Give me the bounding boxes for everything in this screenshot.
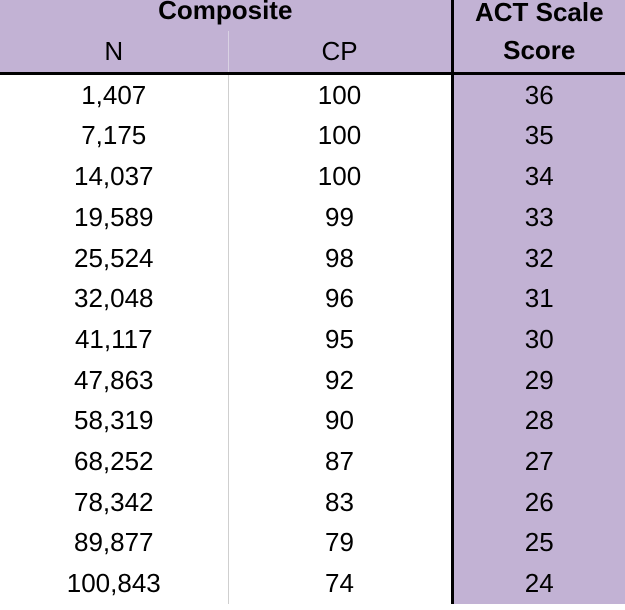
table-row (0, 156, 625, 197)
table-row (0, 73, 625, 115)
header-row-group (0, 0, 625, 31)
act-score-cell: 30 (452, 319, 625, 360)
act-score-cell: 33 (452, 197, 625, 238)
act-score-cell: 29 (452, 360, 625, 401)
n-cell: 41,117 (0, 319, 228, 360)
n-column-header: N (0, 31, 228, 74)
act-score-cell: 28 (452, 400, 625, 441)
table-row (0, 115, 625, 156)
n-cell: 58,319 (0, 400, 228, 441)
cp-cell: 90 (325, 405, 354, 436)
cp-column-header: CP (228, 31, 452, 74)
cp-cell: 92 (325, 364, 354, 395)
cp-cell: 95 (325, 323, 354, 354)
n-cell: 1,407 (0, 73, 228, 115)
act-score-cell: 31 (452, 278, 625, 319)
cp-cell: 87 (325, 446, 354, 477)
n-cell: 32,048 (0, 278, 228, 319)
act-score-cell: 24 (452, 563, 625, 604)
n-cell: 100,843 (0, 563, 228, 604)
cp-cell: 100 (317, 120, 362, 151)
cp-cell: 99 (325, 201, 354, 232)
act-score-cell: 36 (452, 73, 625, 115)
cp-cell: 100 (317, 161, 362, 192)
act-header-line2: Score (503, 34, 576, 65)
table-row (0, 319, 625, 360)
table-body (0, 73, 625, 604)
table-row (0, 441, 625, 482)
n-cell: 89,877 (0, 522, 228, 563)
n-cell: 19,589 (0, 197, 228, 238)
act-scale-score-header (452, 0, 625, 73)
table-row (0, 238, 625, 279)
act-score-cell: 26 (452, 482, 625, 523)
cp-cell: 96 (325, 283, 354, 314)
n-cell: 14,037 (0, 156, 228, 197)
cp-cell: 100 (317, 79, 362, 110)
act-score-cell: 27 (452, 441, 625, 482)
n-cell: 25,524 (0, 238, 228, 279)
composite-group-header: Composite (0, 0, 452, 31)
n-cell: 47,863 (0, 360, 228, 401)
table-row (0, 563, 625, 604)
table-row (0, 482, 625, 523)
table-row (0, 278, 625, 319)
cp-cell: 98 (325, 242, 354, 273)
n-cell: 68,252 (0, 441, 228, 482)
table-row (0, 400, 625, 441)
act-header-line1: ACT Scale (474, 0, 604, 27)
n-cell: 7,175 (0, 115, 228, 156)
act-score-cell: 25 (452, 522, 625, 563)
act-score-cell: 32 (452, 238, 625, 279)
act-score-cell: 35 (452, 115, 625, 156)
table-row (0, 197, 625, 238)
cp-cell: 74 (325, 568, 354, 599)
table-row (0, 522, 625, 563)
cp-cell: 83 (325, 486, 354, 517)
n-cell: 78,342 (0, 482, 228, 523)
act-score-cell: 34 (452, 156, 625, 197)
table-row (0, 360, 625, 401)
cp-cell: 79 (325, 527, 354, 558)
